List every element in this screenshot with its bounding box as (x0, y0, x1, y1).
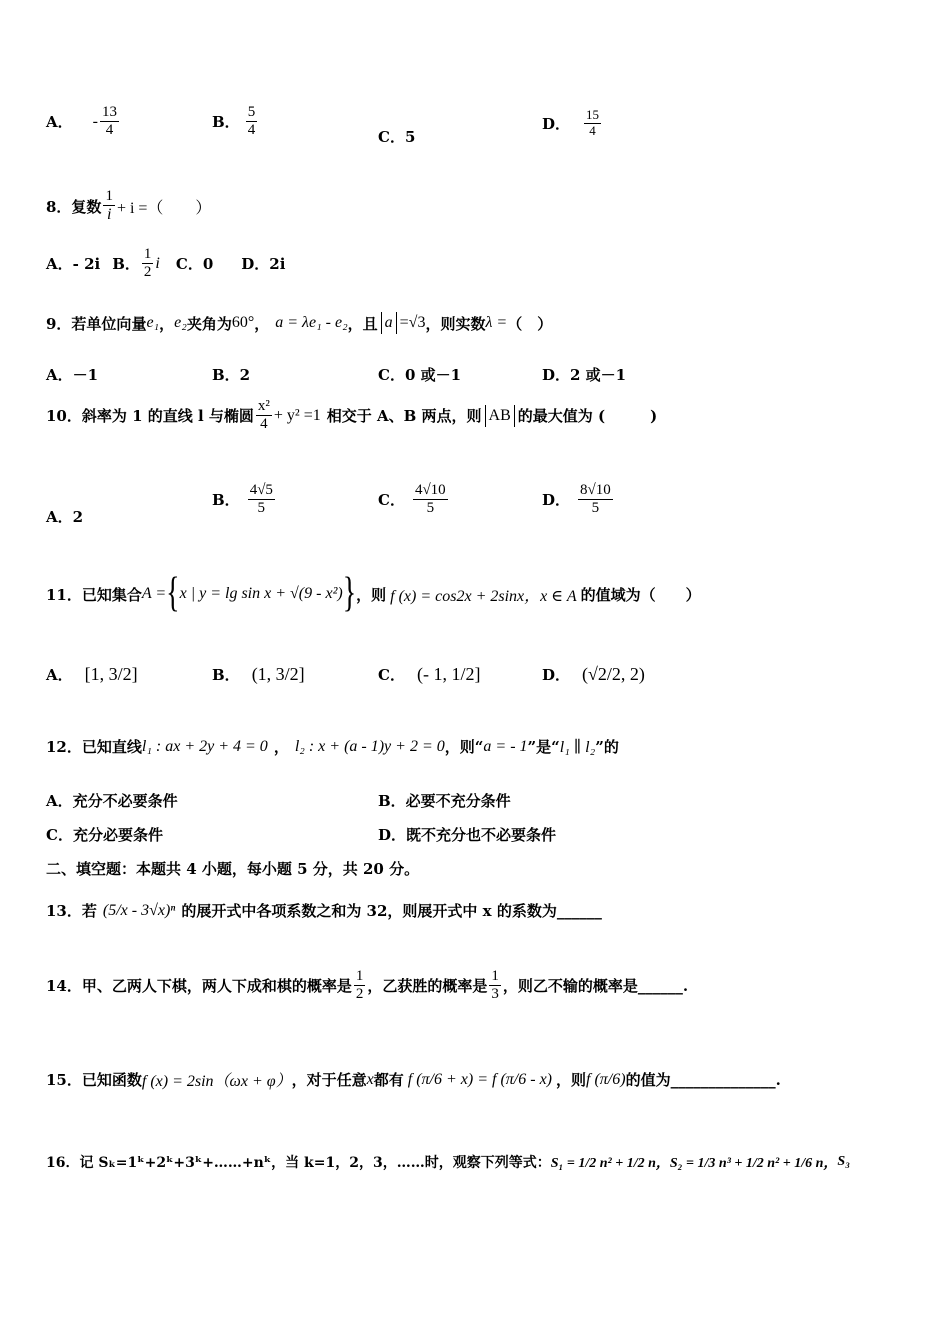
q9-stem: 9．若单位向量 e₁ ， e₂ 夹角为 60° ， a = λe₁ - e₂ ，且 a =√3 ，则实数 λ = （ ） (46, 314, 553, 333)
section-heading: 二、填空题：本题共 4 小题，每小题 5 分，共 20 分。 (46, 860, 420, 878)
q10-option-a: A．2 (46, 508, 84, 526)
q9-option-d: D．2 或－1 (542, 366, 627, 384)
abs-bar-right (396, 312, 397, 334)
q12-option-b: B．必要不充分条件 (378, 792, 511, 810)
q7-option-c: C．5 (378, 128, 416, 146)
ellipse-fraction: $\frac{\text{x²}}{4}$ (257, 398, 270, 433)
abs-bar-left (381, 312, 382, 334)
q7-a-fraction: $\frac{13}{4}$ (101, 104, 117, 139)
q11-option-a: A． [1, 3/2] (46, 664, 138, 684)
q10-stem: 10．斜率为 1 的直线 l 与椭圆 $\frac{\text{x²}}{4}$ + y² =1 相交于 A、B 两点，则 AB 的最大值为 ( ) (46, 398, 658, 433)
q12-option-c: C．充分必要条件 (46, 826, 163, 844)
q12-option-a: A．充分不必要条件 (46, 792, 178, 810)
q10-option-b: B． $\frac{4√5}{5}$ (212, 482, 273, 517)
q9-option-c: C．0 或－1 (378, 366, 462, 384)
q11-option-c: C． (- 1, 1/2] (378, 664, 481, 684)
q12-option-d: D．既不充分也不必要条件 (378, 826, 557, 844)
q11-option-b: B． (1, 3/2] (212, 664, 305, 684)
q7-b-fraction: $\frac{5}{4}$ (247, 104, 256, 139)
q8-stem: 8．复数 $\frac{1}{i}$ + i =（ ） (46, 188, 212, 224)
q7-option-b: B． $\frac{5}{4}$ (212, 104, 256, 139)
q9-option-b: B．2 (212, 366, 251, 384)
q8-options: A．- 2i B． $\frac{1}{2}$ i C．0 D．2i (46, 246, 286, 281)
q14-stem: 14．甲、乙两人下棋，两人下成和棋的概率是 $\frac{1}{2}$ ，乙获胜的概率是 $\frac{1}{3}$ ，则乙不输的概率是______. (46, 968, 689, 1003)
q10-option-d: D． $\frac{8√10}{5}$ (542, 482, 611, 517)
q16-stem: 16．记 Sₖ=1ᵏ+2ᵏ+3ᵏ+……+nᵏ，当 k=1，2，3，……时，观察下列等式： S₁ = 1/2 n² + 1/2 n， S₂ = 1/3 n³ + 1/2 n² + 1/6 n， S₃ (46, 1154, 851, 1171)
q9-option-a: A．－1 (46, 366, 99, 384)
q15-stem: 15．已知函数 f (x) = 2sin（ωx + φ） ，对于任意 x 都有 f (π/6 + x) = f (π/6 - x) ，则 f (π/6) 的值为______________. (46, 1070, 781, 1090)
q12-stem: 12．已知直线 l₁ : ax + 2y + 4 = 0 ， l₂ : x + (a - 1)y + 2 = 0 ，则“ a = - 1 ”是“ l₁ ∥ l₂ ”的 (46, 737, 619, 756)
q10-option-c: C． $\frac{4√10}{5}$ (378, 482, 446, 517)
q11-option-d: D． (√2/2, 2) (542, 664, 645, 684)
q13-stem: 13．若 (5/x - 3√x)ⁿ 的展开式中各项系数之和为 32，则展开式中 x 的系数为______ (46, 901, 602, 920)
q7-d-fraction: $\frac{15}{4}$ (586, 107, 600, 138)
q7-option-a: A． - $\frac{13}{4}$ (46, 104, 117, 139)
q8-fraction: $\frac{1}{i}$ (105, 188, 113, 224)
q8-b-fraction: $\frac{1}{2}$ (143, 246, 152, 281)
q11-stem: 11．已知集合 A = { x | y = lg sin x + √(9 - x²) } ，则 f (x) = cos2x + 2sinx，x ∈ A 的值域为（ ） (46, 570, 701, 617)
q7-option-d: D． $\frac{15}{4}$ (542, 107, 600, 138)
